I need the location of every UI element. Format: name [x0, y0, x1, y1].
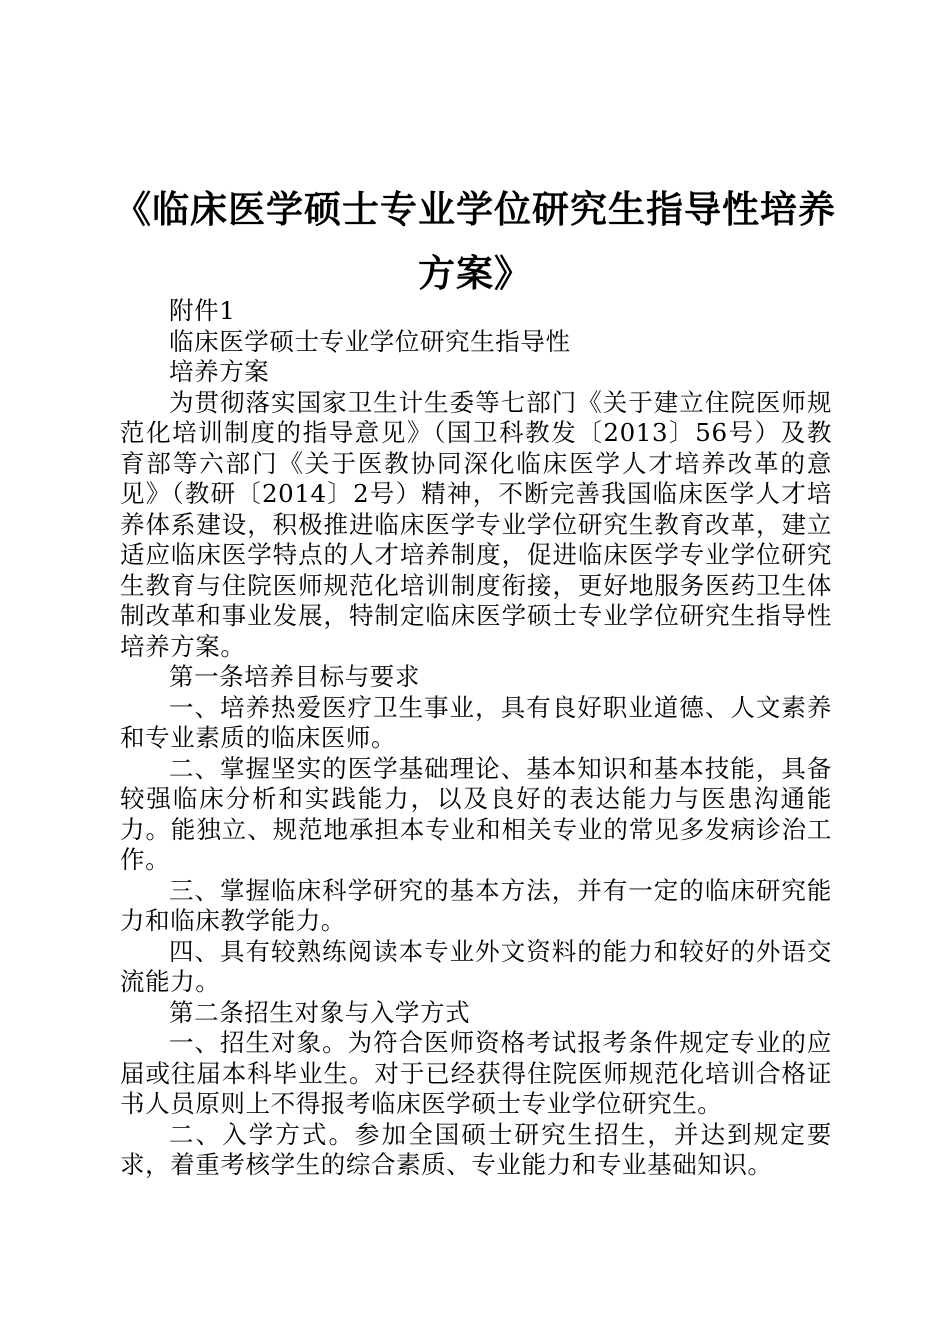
document-body: [120, 296, 832, 1181]
attachment-label: 附件1: [169, 296, 236, 325]
preamble-paragraph: 为贯彻落实国家卫生计生委等七部门《关于建立住院医师规范化培训制度的指导意见》（国卫科教发〔2013〕56号）及教育部等六部门《关于医教协同深化临床医学人才培养改革的意见》（教研〔2014〕2号）精神，不断完善我国临床医学人才培养体系建设，积极推进临床医学专业学位研究生教育改革，建立适应临床医学特点的人才培养制度，促进临床医学专业学位研究生教育与住院医师规范化培训制度衔接，更好地服务医药卫生体制改革和事业发展，特制定临床医学硕士专业学位研究生指导性培养方案。: [120, 387, 832, 661]
article-1-item-2: 二、掌握坚实的医学基础理论、基本知识和基本技能，具备较强临床分析和实践能力，以及良好的表达能力与医患沟通能力。能独立、规范地承担本专业和相关专业的常见多发病诊治工作。: [120, 753, 832, 874]
article-2-item-2: 二、入学方式。参加全国硕士研究生招生，并达到规定要求，着重考核学生的综合素质、专业能力和专业基础知识。: [120, 1119, 832, 1179]
article-2-item-1: 一、招生对象。为符合医师资格考试报考条件规定专业的应届或往届本科毕业生。对于已经获得住院医师规范化培训合格证书人员原则上不得报考临床医学硕士专业学位研究生。: [120, 1028, 832, 1118]
article-2-heading: 第二条招生对象与入学方式: [169, 997, 471, 1027]
document-title: 《临床医学硕士专业学位研究生指导性培养方案》: [114, 188, 836, 295]
article-1-item-4: 四、具有较熟练阅读本专业外文资料的能力和较好的外语交流能力。: [120, 936, 832, 996]
subtitle-line-2: 培养方案: [169, 357, 270, 386]
article-1-item-1: 一、培养热爱医疗卫生事业，具有良好职业道德、人文素养和专业素质的临床医师。: [120, 692, 832, 752]
subtitle-line-1: 临床医学硕士专业学位研究生指导性: [169, 326, 571, 356]
article-1-heading: 第一条培养目标与要求: [169, 662, 420, 691]
article-1-item-3: 三、掌握临床科学研究的基本方法，并有一定的临床研究能力和临床教学能力。: [120, 875, 832, 935]
